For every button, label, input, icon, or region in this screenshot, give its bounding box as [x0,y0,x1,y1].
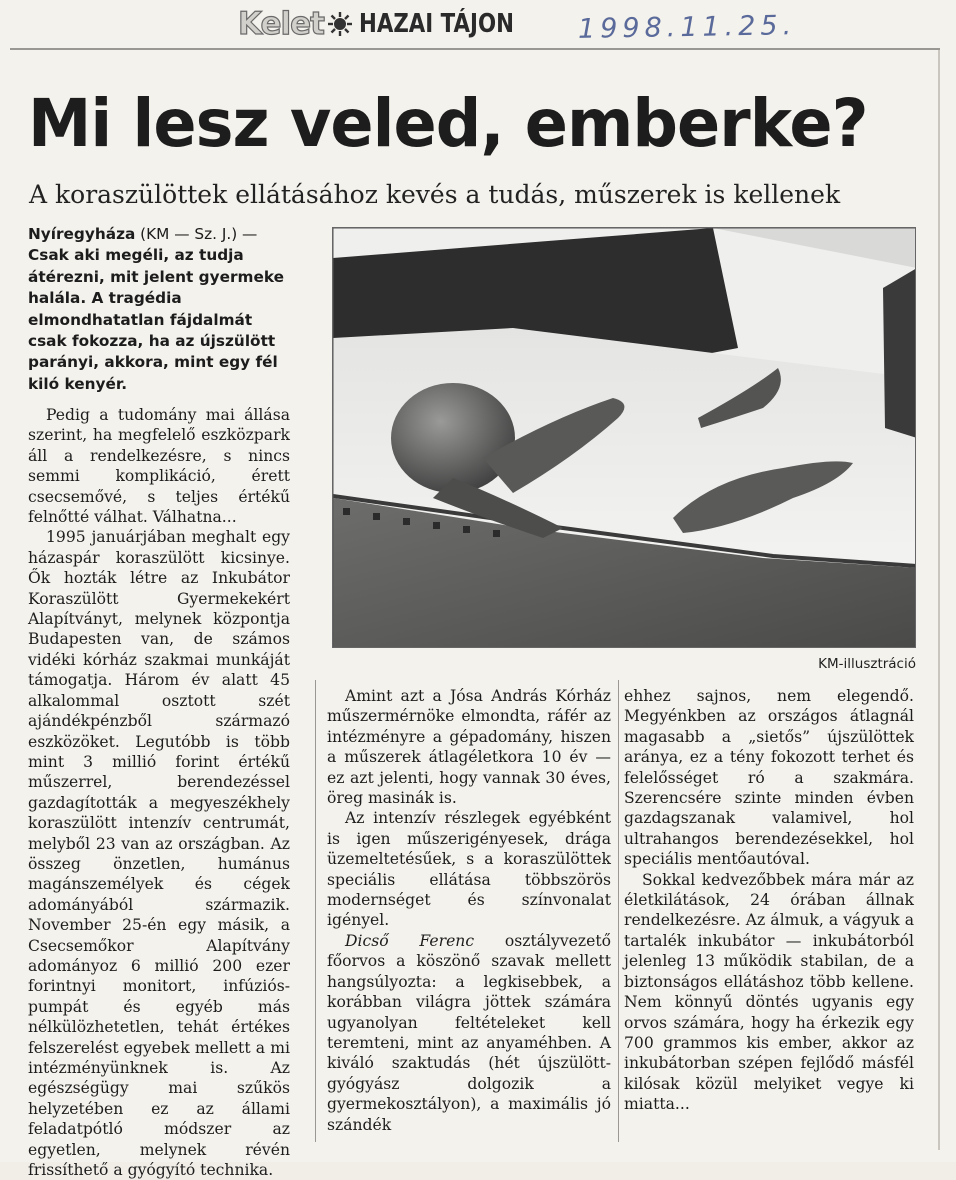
person-name: Dicső Ferenc [345,931,475,950]
column-3 [624,686,914,1115]
col2-paragraph-text: osztályvezető főorvos a köszönő szavak mellett hangsúlyozta: a legkisebbek, a korábban világra jöttek számára ugyanolyan feltételeket kell teremteni, mint az anyaméhben. A kiváló szaktudás (hét újszülöttgyógyász dolgozik a gyermekosztályon), a maximális jó szándék [327,931,611,1134]
lead-source: (KM — Sz. J.) — [140,225,258,243]
article-lead [28,224,290,395]
column-divider [618,680,619,1142]
handwritten-date: 1998.11.25. [577,10,797,45]
col2-paragraph: Amint azt a Jósa András Kórház műszermérnöke elmondta, ráfér az intézményre a gépadomány, hiszen a műszerek átlagéletkora 10 év — ez azt jelenti, hogy vannak 30 éves, öreg masinák is. [327,687,611,808]
article-subtitle: A koraszülöttek ellátásához kevés a tudás, műszerek is kellenek [29,180,841,209]
article-title: Mi lesz veled, emberke? [28,85,868,162]
masthead-rule [10,48,940,50]
col2-paragraph: Az intenzív részlegek egyébként is igen műszerigényesek, drága üzemeltetésűek, s a koraszülöttek speciális ellátása többszörös modernséget és színvonalat igényel. [327,809,611,930]
col1-paragraph: Pedig a tudomány mai állása szerint, ha megfelelő eszközpark áll a rendelkezésre, s nincs semmi komplikáció, érett csecsemővé, s teljes értékű felnőtté válhat. Válhatna... [28,406,290,527]
masthead [238,4,548,44]
premature-baby-photo [333,228,916,648]
col2-paragraph-name [327,931,611,1135]
lead-city: Nyíregyháza [28,225,136,243]
col3-paragraph: ehhez sajnos, nem elegendő. Megyénkben az országos átlagnál magasabb a „sietős” újszülöttek aránya, ez a tény fokozott terhet és felelősséget ró a szakmára. Szerencsére szinte minden évben gazdagszanak valamivel, hol ultrahangos berendezésekkel, hol speciális mentőautóval. [624,687,914,869]
article-photo [332,227,916,648]
page-edge-rule [938,50,940,1150]
brand-name: Kelet [238,6,324,42]
lead-text: Csak aki megéli, az tudja átérezni, mit jelent gyermeke halála. A tragédia elmondhatatlan fájdalmát csak fokozza, ha az újszülött parányi, akkora, mint egy fél kiló kenyér. [28,246,284,393]
column-1 [28,405,290,1180]
col1-paragraph: 1995 januárjában meghalt egy házaspár koraszülött kicsinye. Ők hozták létre az Inkubátor Koraszülött Gyermekekért Alapítványt, melynek központja Budapesten van, de számos vidéki kórház szakmai munkáját támogatja. Három év alatt 45 alkalommal osztott szét ajándékpénzből származó eszközöket. Legutóbb is több mint 3 millió forint értékű műszerrel, berendezéssel gazdagították a megyeszékhely koraszülött intenzív centrumát, melyből 23 van az országban. Az összeg önzetlen, humánus magánszemélyek és cégek adományából származik. November 25-én egy másik, a Csecsemőkor Alapítvány adományoz 6 millió 200 ezer forintnyi monitort, infúzióspumpát és egyéb más nélkülözhetetlen, tehát értékes felszerelést egyebek mellett a mi intézményünknek is. Az egészségügy mai szűkös helyzetében ez az állami feladatpótló módszer az egyetlen, melynek révén frissíthető a gyógyító technika. [28,528,290,1180]
photo-caption: KM-illusztráció [818,656,916,672]
column-divider [315,680,316,1142]
section-title: HAZAI TÁJON [358,9,514,39]
col3-paragraph: Sokkal kedvezőbbek mára már az életkilátások, 24 órában állnak rendelkezésre. Az álmuk, a vágyuk a tartalék inkubátor — inkubátorból jelenleg 13 működik stabilan, de a biztonságos ellátáshoz több kellene. Nem könnyű döntés ugyanis egy orvos számára, hogy ha érkezik egy 700 grammos kis ember, akkor az inkubátorban szépen fejlődő másfél kilósak közül melyiket vegye ki miatta... [624,870,914,1114]
sun-logo-icon [327,11,353,37]
column-2 [327,686,611,1135]
